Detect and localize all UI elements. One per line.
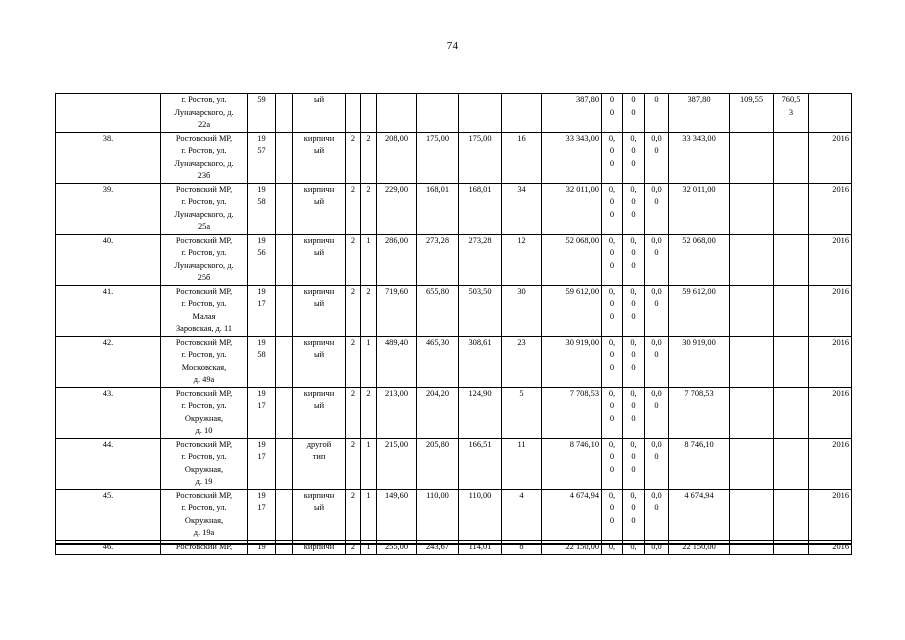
share-cell-2: 0, 0 0 <box>623 336 645 387</box>
total-cost-cell: 30 919,00 <box>669 336 730 387</box>
living-area-cell: 243,67 <box>417 540 459 554</box>
year-built-cell: 19 58 <box>248 183 276 234</box>
floors-cell <box>346 94 361 133</box>
share-cell-1: 0 0 <box>602 94 623 133</box>
cost-cell: 52 068,00 <box>542 234 602 285</box>
table-row <box>56 132 852 183</box>
residents-cell <box>502 94 542 133</box>
share-cell-2: 0, 0 0 <box>623 132 645 183</box>
row-number: 46. <box>56 540 161 554</box>
share-cell-2: 0, 0 0 <box>623 234 645 285</box>
row-number: 44. <box>56 438 161 489</box>
value-cell-2 <box>774 540 809 554</box>
value-cell-1 <box>730 234 774 285</box>
residents-cell: 16 <box>502 132 542 183</box>
table-row <box>56 387 852 438</box>
housing-table-container <box>55 93 851 551</box>
residents-cell: 8 <box>502 540 542 554</box>
blank-cell <box>276 336 293 387</box>
total-area-cell: 215,00 <box>377 438 417 489</box>
residential-area-cell: 114,01 <box>459 540 502 554</box>
completion-year-cell: 2016 <box>809 540 852 554</box>
value-cell-1 <box>730 336 774 387</box>
wall-material-cell: ый <box>293 94 346 133</box>
share-cell-3: 0,0 0 <box>645 132 669 183</box>
share-cell-2: 0, 0 0 <box>623 438 645 489</box>
year-built-cell: 59 <box>248 94 276 133</box>
housing-table <box>55 93 852 555</box>
share-cell-1: 0, 0 0 <box>602 489 623 540</box>
value-cell-2 <box>774 336 809 387</box>
total-area-cell <box>377 94 417 133</box>
year-built-cell: 19 17 <box>248 438 276 489</box>
completion-year-cell: 2016 <box>809 438 852 489</box>
cost-cell: 22 150,00 <box>542 540 602 554</box>
year-built-cell: 19 58 <box>248 336 276 387</box>
row-number <box>56 94 161 133</box>
address-cell: Ростовский МР, г. Ростов, ул. Луначарского, д. 23б <box>161 132 248 183</box>
share-cell-2: 0, 0 0 <box>623 387 645 438</box>
value-cell-2 <box>774 489 809 540</box>
share-cell-3: 0,0 0 <box>645 285 669 336</box>
cost-cell: 33 343,00 <box>542 132 602 183</box>
entrances-cell: 2 <box>361 285 377 336</box>
total-cost-cell: 59 612,00 <box>669 285 730 336</box>
residents-cell: 23 <box>502 336 542 387</box>
completion-year-cell: 2016 <box>809 234 852 285</box>
cost-cell: 8 746,10 <box>542 438 602 489</box>
table-row <box>56 438 852 489</box>
residential-area-cell: 110,00 <box>459 489 502 540</box>
blank-cell <box>276 183 293 234</box>
residents-cell: 11 <box>502 438 542 489</box>
value-cell-1 <box>730 285 774 336</box>
blank-cell <box>276 540 293 554</box>
residents-cell: 34 <box>502 183 542 234</box>
value-cell-1: 109,55 <box>730 94 774 133</box>
address-cell: Ростовский МР, г. Ростов, ул. Окружная, д. 19 <box>161 438 248 489</box>
share-cell-3: 0,0 <box>645 540 669 554</box>
share-cell-1: 0, 0 0 <box>602 234 623 285</box>
entrances-cell: 1 <box>361 438 377 489</box>
completion-year-cell <box>809 94 852 133</box>
living-area-cell: 205,80 <box>417 438 459 489</box>
residential-area-cell: 273,28 <box>459 234 502 285</box>
year-built-cell: 19 <box>248 540 276 554</box>
floors-cell: 2 <box>346 540 361 554</box>
residential-area-cell: 503,50 <box>459 285 502 336</box>
total-cost-cell: 32 011,00 <box>669 183 730 234</box>
residents-cell: 12 <box>502 234 542 285</box>
address-cell: Ростовский МР, <box>161 540 248 554</box>
wall-material-cell: кирпичн ый <box>293 234 346 285</box>
total-area-cell: 208,00 <box>377 132 417 183</box>
total-area-cell: 719,60 <box>377 285 417 336</box>
entrances-cell: 1 <box>361 234 377 285</box>
entrances-cell: 1 <box>361 540 377 554</box>
share-cell-3: 0,0 0 <box>645 489 669 540</box>
total-area-cell: 149,60 <box>377 489 417 540</box>
total-area-cell: 286,00 <box>377 234 417 285</box>
share-cell-1: 0, 0 0 <box>602 183 623 234</box>
blank-cell <box>276 438 293 489</box>
total-area-cell: 213,00 <box>377 387 417 438</box>
blank-cell <box>276 285 293 336</box>
wall-material-cell: кирпичн ый <box>293 336 346 387</box>
living-area-cell: 175,00 <box>417 132 459 183</box>
blank-cell <box>276 234 293 285</box>
residential-area-cell: 308,61 <box>459 336 502 387</box>
total-area-cell: 229,00 <box>377 183 417 234</box>
residents-cell: 4 <box>502 489 542 540</box>
row-number: 38. <box>56 132 161 183</box>
share-cell-1: 0, 0 0 <box>602 438 623 489</box>
share-cell-2: 0, <box>623 540 645 554</box>
share-cell-1: 0, 0 0 <box>602 336 623 387</box>
share-cell-3: 0,0 0 <box>645 336 669 387</box>
floors-cell: 2 <box>346 489 361 540</box>
residential-area-cell <box>459 94 502 133</box>
living-area-cell <box>417 94 459 133</box>
share-cell-1: 0, 0 0 <box>602 387 623 438</box>
address-cell: Ростовский МР, г. Ростов, ул. Окружная, д. 19а <box>161 489 248 540</box>
completion-year-cell: 2016 <box>809 489 852 540</box>
value-cell-2 <box>774 387 809 438</box>
floors-cell: 2 <box>346 387 361 438</box>
residential-area-cell: 124,90 <box>459 387 502 438</box>
table-row <box>56 540 852 554</box>
completion-year-cell: 2016 <box>809 183 852 234</box>
entrances-cell: 1 <box>361 336 377 387</box>
share-cell-2: 0, 0 0 <box>623 183 645 234</box>
total-cost-cell: 22 150,00 <box>669 540 730 554</box>
blank-cell <box>276 94 293 133</box>
entrances-cell: 2 <box>361 183 377 234</box>
share-cell-3: 0,0 0 <box>645 438 669 489</box>
year-built-cell: 19 17 <box>248 387 276 438</box>
address-cell: г. Ростов, ул. Луначарского, д. 22а <box>161 94 248 133</box>
living-area-cell: 655,80 <box>417 285 459 336</box>
blank-cell <box>276 387 293 438</box>
floors-cell: 2 <box>346 132 361 183</box>
share-cell-2: 0 0 <box>623 94 645 133</box>
address-cell: Ростовский МР, г. Ростов, ул. Малая Заровская, д. 11 <box>161 285 248 336</box>
floors-cell: 2 <box>346 336 361 387</box>
living-area-cell: 204,20 <box>417 387 459 438</box>
cost-cell: 7 708,53 <box>542 387 602 438</box>
table-body <box>56 94 852 555</box>
share-cell-1: 0, 0 0 <box>602 132 623 183</box>
wall-material-cell: кирпичн ый <box>293 387 346 438</box>
total-cost-cell: 33 343,00 <box>669 132 730 183</box>
value-cell-2: 760,5 3 <box>774 94 809 133</box>
page-number: 74 <box>446 40 459 52</box>
residential-area-cell: 168,01 <box>459 183 502 234</box>
year-built-cell: 19 57 <box>248 132 276 183</box>
value-cell-1 <box>730 489 774 540</box>
total-cost-cell: 52 068,00 <box>669 234 730 285</box>
value-cell-2 <box>774 132 809 183</box>
total-cost-cell: 7 708,53 <box>669 387 730 438</box>
residents-cell: 5 <box>502 387 542 438</box>
completion-year-cell: 2016 <box>809 336 852 387</box>
address-cell: Ростовский МР, г. Ростов, ул. Луначарского, д. 25б <box>161 234 248 285</box>
entrances-cell: 1 <box>361 489 377 540</box>
floors-cell: 2 <box>346 183 361 234</box>
wall-material-cell: кирпичн ый <box>293 285 346 336</box>
share-cell-3: 0,0 0 <box>645 387 669 438</box>
share-cell-2: 0, 0 0 <box>623 285 645 336</box>
value-cell-2 <box>774 285 809 336</box>
blank-cell <box>276 489 293 540</box>
table-row <box>56 489 852 540</box>
living-area-cell: 465,30 <box>417 336 459 387</box>
cost-cell: 59 612,00 <box>542 285 602 336</box>
completion-year-cell: 2016 <box>809 387 852 438</box>
wall-material-cell: другой тип <box>293 438 346 489</box>
row-number: 42. <box>56 336 161 387</box>
table-row <box>56 285 852 336</box>
blank-cell <box>276 132 293 183</box>
table-row <box>56 94 852 133</box>
address-cell: Ростовский МР, г. Ростов, ул. Окружная, д. 10 <box>161 387 248 438</box>
year-built-cell: 19 56 <box>248 234 276 285</box>
value-cell-1 <box>730 183 774 234</box>
total-cost-cell: 4 674,94 <box>669 489 730 540</box>
value-cell-1 <box>730 132 774 183</box>
cost-cell: 32 011,00 <box>542 183 602 234</box>
share-cell-3: 0,0 0 <box>645 183 669 234</box>
row-number: 40. <box>56 234 161 285</box>
floors-cell: 2 <box>346 285 361 336</box>
living-area-cell: 110,00 <box>417 489 459 540</box>
share-cell-3: 0 <box>645 94 669 133</box>
completion-year-cell: 2016 <box>809 285 852 336</box>
year-built-cell: 19 17 <box>248 489 276 540</box>
wall-material-cell: кирпичн ый <box>293 183 346 234</box>
share-cell-1: 0, 0 0 <box>602 285 623 336</box>
table-row <box>56 336 852 387</box>
wall-material-cell: кирпичн ый <box>293 132 346 183</box>
value-cell-1 <box>730 387 774 438</box>
cost-cell: 4 674,94 <box>542 489 602 540</box>
floors-cell: 2 <box>346 438 361 489</box>
value-cell-2 <box>774 438 809 489</box>
total-cost-cell: 8 746,10 <box>669 438 730 489</box>
cost-cell: 387,80 <box>542 94 602 133</box>
value-cell-2 <box>774 234 809 285</box>
value-cell-1 <box>730 438 774 489</box>
wall-material-cell: кирпичн <box>293 540 346 554</box>
address-cell: Ростовский МР, г. Ростов, ул. Луначарского, д. 25а <box>161 183 248 234</box>
completion-year-cell: 2016 <box>809 132 852 183</box>
total-area-cell: 255,00 <box>377 540 417 554</box>
total-cost-cell: 387,80 <box>669 94 730 133</box>
table-row <box>56 234 852 285</box>
share-cell-1: 0, <box>602 540 623 554</box>
residents-cell: 30 <box>502 285 542 336</box>
cost-cell: 30 919,00 <box>542 336 602 387</box>
living-area-cell: 273,28 <box>417 234 459 285</box>
value-cell-2 <box>774 183 809 234</box>
residential-area-cell: 166,51 <box>459 438 502 489</box>
entrances-cell <box>361 94 377 133</box>
share-cell-2: 0, 0 0 <box>623 489 645 540</box>
row-number: 39. <box>56 183 161 234</box>
row-number: 43. <box>56 387 161 438</box>
value-cell-1 <box>730 540 774 554</box>
living-area-cell: 168,01 <box>417 183 459 234</box>
table-row <box>56 183 852 234</box>
entrances-cell: 2 <box>361 387 377 438</box>
residential-area-cell: 175,00 <box>459 132 502 183</box>
floors-cell: 2 <box>346 234 361 285</box>
total-area-cell: 489,40 <box>377 336 417 387</box>
address-cell: Ростовский МР, г. Ростов, ул. Московская, д. 49а <box>161 336 248 387</box>
entrances-cell: 2 <box>361 132 377 183</box>
row-number: 41. <box>56 285 161 336</box>
share-cell-3: 0,0 0 <box>645 234 669 285</box>
wall-material-cell: кирпичн ый <box>293 489 346 540</box>
row-number: 45. <box>56 489 161 540</box>
year-built-cell: 19 17 <box>248 285 276 336</box>
